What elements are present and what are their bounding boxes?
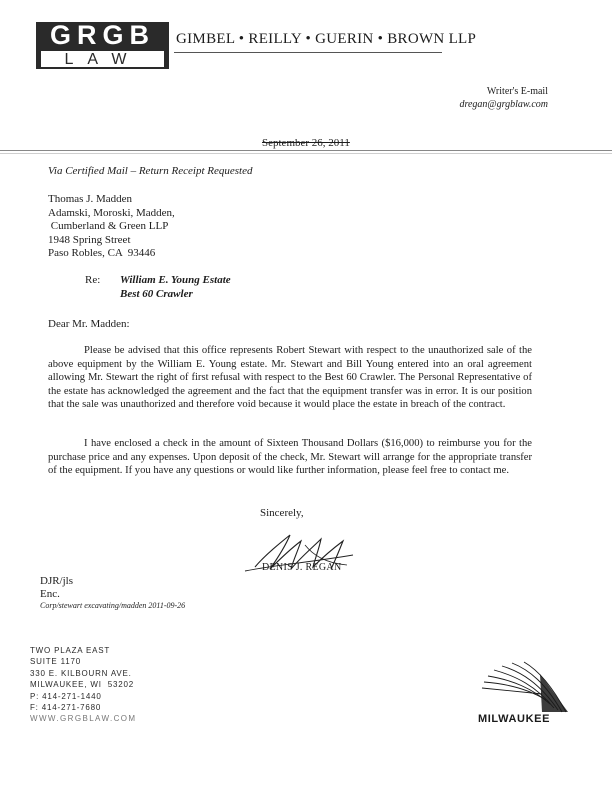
milwaukee-logo-icon	[480, 660, 570, 720]
re-subject	[120, 274, 231, 301]
logo-grgb-text: GRGB	[50, 20, 155, 50]
recipient-line: 1948 Spring Street	[48, 233, 131, 246]
milwaukee-logo-text: MILWAUKEE	[478, 713, 551, 725]
footer-address	[30, 645, 136, 725]
footer-address-line: MILWAUKEE, WI 53202	[30, 680, 135, 690]
recipient-line: Adamski, Moroski, Madden,	[48, 206, 175, 219]
header-divider	[0, 150, 612, 151]
firm-name-underline	[174, 52, 442, 53]
file-reference: Corp/stewart excavating/madden 2011-09-26	[40, 601, 186, 610]
closing-sincerely: Sincerely,	[260, 507, 304, 519]
firm-name: GIMBEL • REILLY • GUERIN • BROWN LLP	[176, 31, 477, 47]
body-paragraph-2: I have enclosed a check in the amount of Sixteen Thousand Dollars ($16,000) to reimburse you for the purchase price and any expenses. Upon deposit of the check, Mr. Stewart will arrange for the appropriate transfer of the equipment. If you have any questions or would like further information, please feel free to contact me.	[48, 438, 532, 477]
re-subject-line: Best 60 Crawler	[120, 287, 193, 300]
footer-address-line: TWO PLAZA EAST	[30, 646, 111, 655]
footer-address-line: SUITE 1170	[30, 657, 81, 667]
letter-date: September 26, 2011	[262, 137, 350, 149]
re-label: Re:	[85, 274, 101, 286]
writer-email-label: Writer's E-mail	[486, 86, 548, 97]
writer-email: dregan@grgblaw.com	[459, 99, 548, 110]
salutation: Dear Mr. Madden:	[48, 318, 130, 330]
enclosure-note: Enc.	[40, 588, 60, 600]
header-divider-shadow	[0, 153, 612, 154]
logo-law-text: LAW	[40, 50, 165, 68]
re-subject-line: William E. Young Estate	[120, 274, 231, 286]
typist-initials: DJR/jls	[40, 575, 74, 587]
footer-address-line: F: 414-271-7680	[30, 703, 102, 713]
body-paragraph-1: Please be advised that this office represents Robert Stewart with respect to the unauthorized sale of the above equipment by the William E. Young estate. Mr. Stewart and Bill Young entered into an oral agreement allowing Mr. Stewart the right of first refusal with respect to the Best 60 Crawler. The Personal Representative of the estate has acknowledged the agreement and the fact that the equipment transfer was in error. It is our position that the sale was unauthorized and therefore void because it would place the estate in breach of the contract.	[48, 345, 532, 411]
recipient-line: Paso Robles, CA 93446	[48, 247, 156, 260]
recipient-line: Thomas J. Madden	[48, 193, 133, 205]
signer-name: DENIS J. REGAN	[262, 562, 342, 573]
footer-address-line: P: 414-271-1440	[30, 691, 102, 701]
footer-website: WWW.GRGBLAW.COM	[30, 714, 137, 724]
footer-address-line: 330 E. KILBOURN AVE.	[30, 668, 132, 678]
recipient-line: Cumberland & Green LLP	[48, 220, 169, 233]
recipient-address	[48, 193, 175, 261]
delivery-method: Via Certified Mail – Return Receipt Requested	[48, 165, 253, 177]
